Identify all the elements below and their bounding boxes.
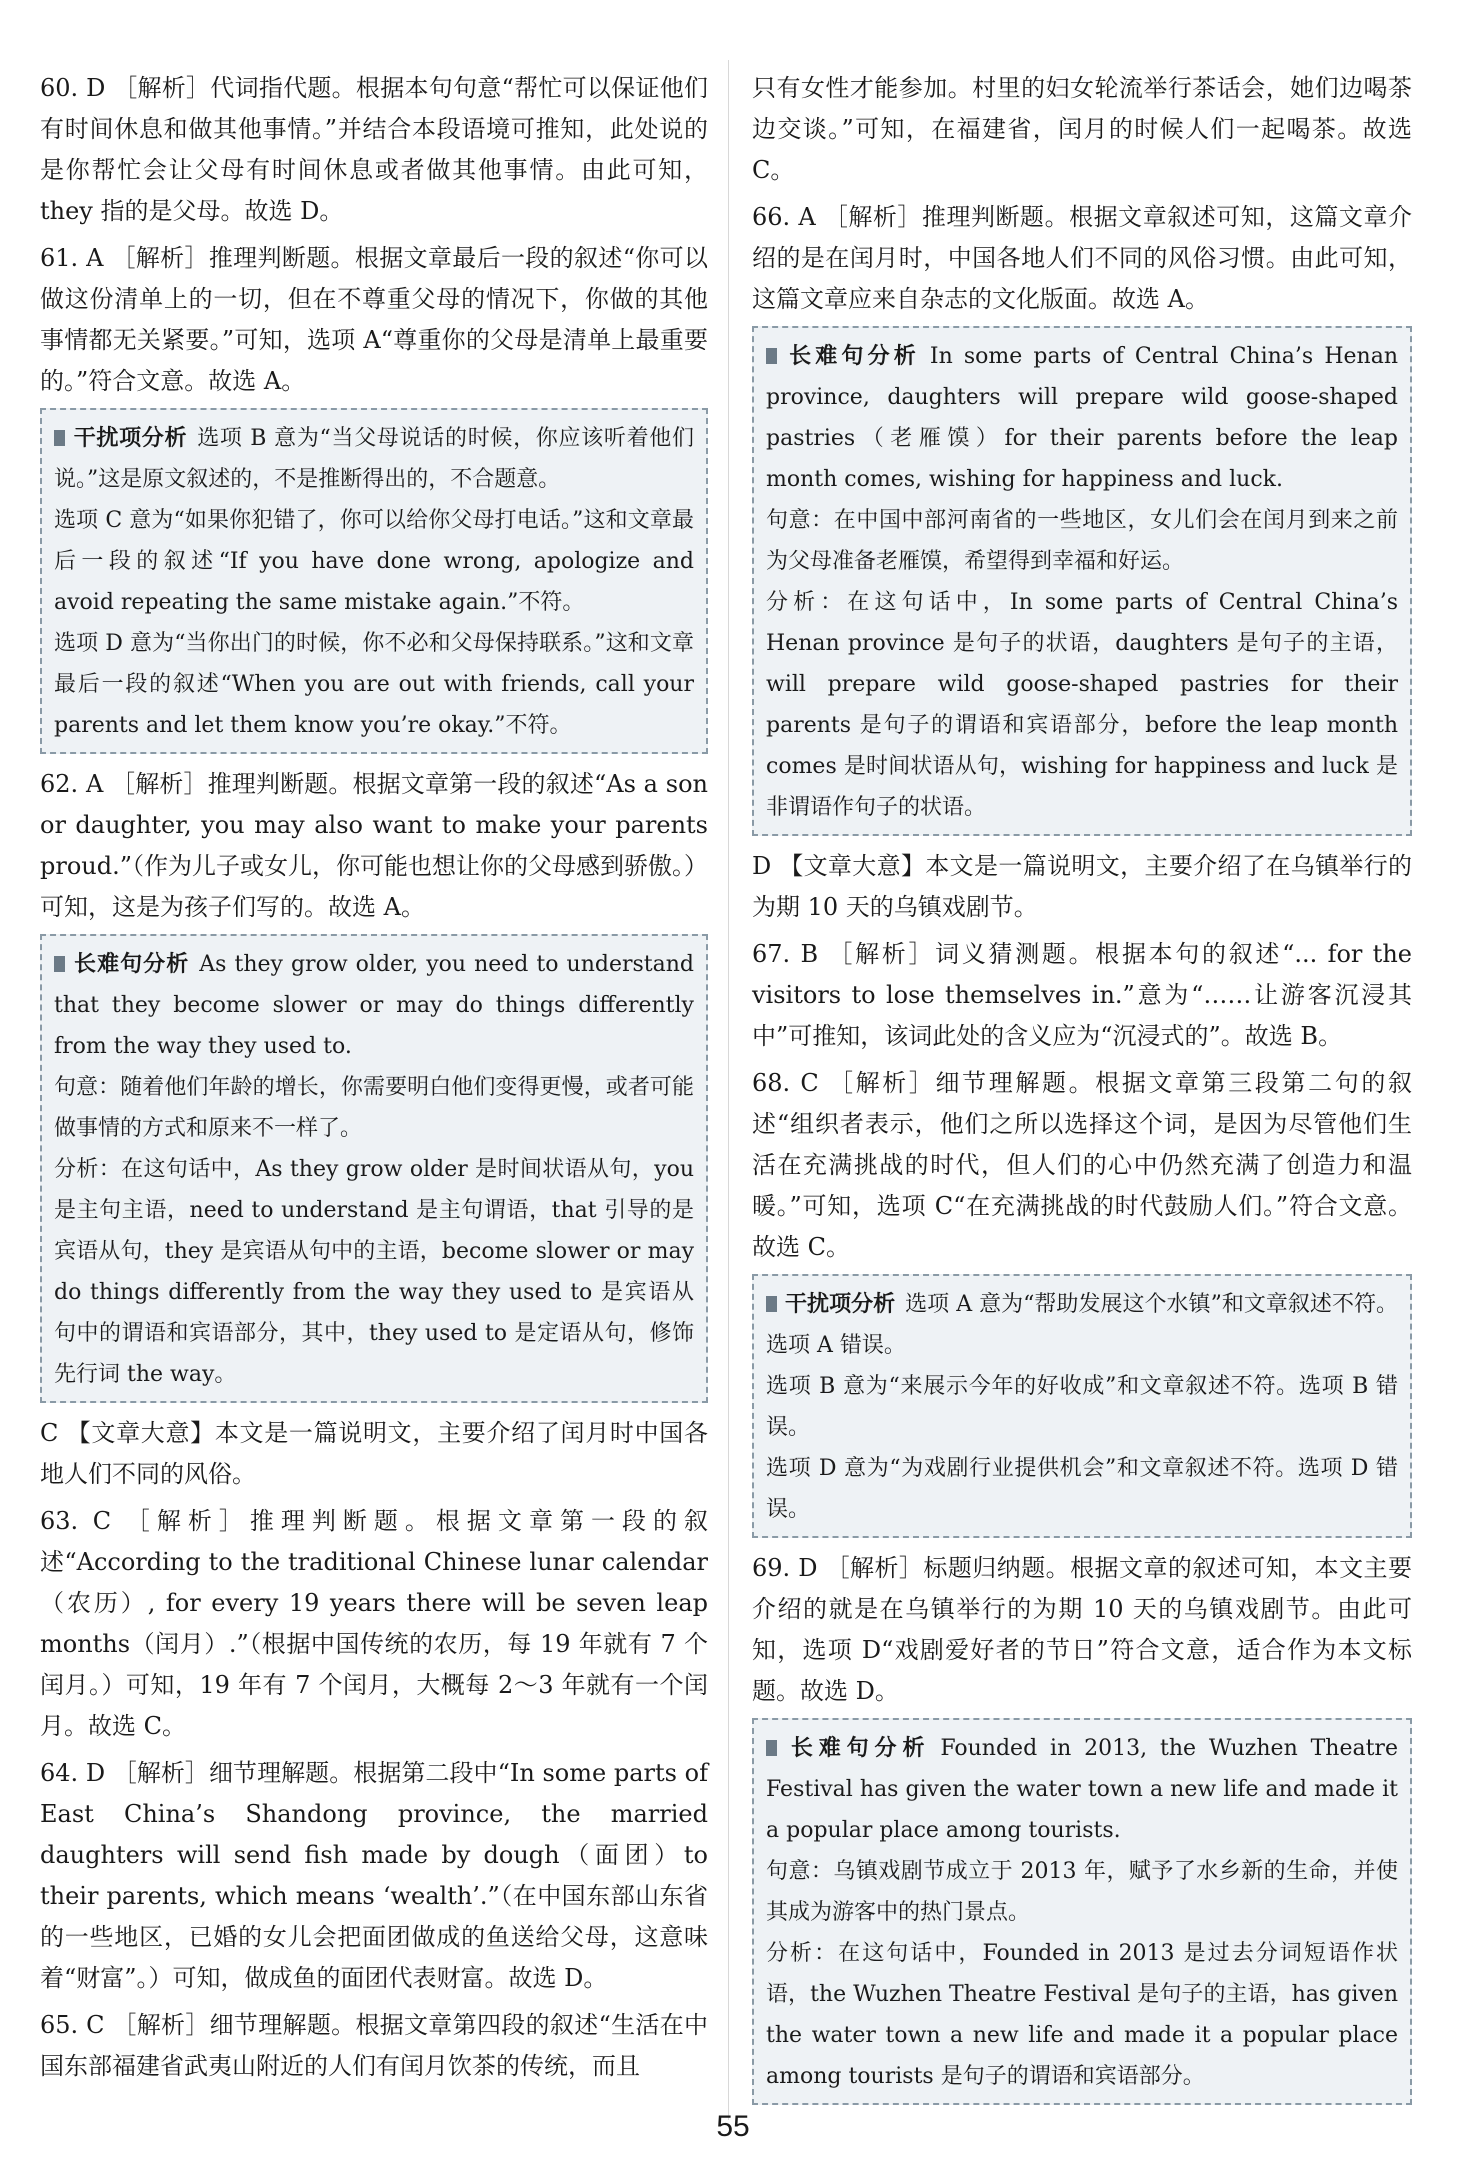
answer-68: 68. C ［解析］细节理解题。根据文章第三段第二句的叙述“组织者表示，他们之所以选择这个词，是因为尽管他们生活在充满挑战的时代，但人们的心中仍然充满了创造力和温暖。”可知，选项 C“在充满挑战的时代鼓励人们。”符合文意。故选 C。 <box>752 1069 1412 1261</box>
answer-66: 66. A ［解析］推理判断题。根据文章叙述可知，这篇文章介绍的是在闰月时，中国各地人们不同的风俗习惯。由此可知，这篇文章应来自杂志的文化版面。故选 A。 <box>752 203 1412 313</box>
box-line: 分析：在这句话中，In some parts of Central China’s Henan province 是句子的状语，daughters 是句子的主语，will prepare wild goose-shaped pastries for their parents 是句子的谓语和宾语部分，before the leap month comes 是时间状语从句，wishing for happiness and luck 是非谓语作句子的状语。 <box>766 590 1398 820</box>
box-line: 句意：随着他们年龄的增长，你需要明白他们变得更慢，或者可能做事情的方式和原来不一样了。 <box>54 1075 694 1141</box>
sentence-analysis-box <box>752 326 1412 836</box>
box-line: 选项 B 意为“来展示今年的好收成”和文章叙述不符。选项 B 错误。 <box>766 1374 1398 1440</box>
answer-67: 67. B ［解析］词义猜测题。根据本句的叙述“... for the visitors to lose themselves in.”意为“……让游客沉浸其中”可推知，该词此处的含义应为“沉浸式的”。故选 B。 <box>752 940 1412 1050</box>
answer-65: 65. C ［解析］细节理解题。根据文章第四段的叙述“生活在中国东部福建省武夷山附近的人们有闰月饮茶的传统，而且 <box>40 2011 708 2080</box>
box-title: 干扰项分析 <box>54 426 187 451</box>
left-column <box>40 68 708 2093</box>
box-line: 分析：在这句话中，As they grow older 是时间状语从句，you 是主句主语，need to understand 是主句谓语，that 引导的是宾语从句，they 是宾语从句中的主语，become slower or may do things differently from the way they used to 是宾语从句中的谓语和宾语部分，其中，they used to 是定语从句，修饰先行词 the way。 <box>54 1157 694 1387</box>
square-icon <box>766 1296 777 1312</box>
box-line: 选项 A 意为“帮助发展这个水镇”和文章叙述不符。选项 A 错误。 <box>766 1292 1398 1358</box>
answer-61: 61. A ［解析］推理判断题。根据文章最后一段的叙述“你可以做这份清单上的一切，但在不尊重父母的情况下，你做的其他事情都无关紧要。”可知，选项 A“尊重你的父母是清单上最重要的。”符合文意。故选 A。 <box>40 244 708 395</box>
square-icon <box>766 1740 777 1756</box>
square-icon <box>54 956 65 972</box>
answer-63: 63. C ［解析］推理判断题。根据文章第一段的叙述“According to the traditional Chinese lunar calendar（农历）, for every 19 years there will be seven leap months（闰月）.”（根据中国传统的农历，每 19 年就有 7 个闰月。）可知，19 年有 7 个闰月，大概每 2～3 年就有一个闰月。故选 C。 <box>40 1507 708 1740</box>
passage-summary-c: C 【文章大意】本文是一篇说明文，主要介绍了闰月时中国各地人们不同的风俗。 <box>40 1419 708 1488</box>
distractor-analysis-box <box>40 408 708 754</box>
box-line: 句意：乌镇戏剧节成立于 2013 年，赋予了水乡新的生命，并使其成为游客中的热门景点。 <box>766 1859 1398 1925</box>
box-line: 分析：在这句话中，Founded in 2013 是过去分词短语作状语，the Wuzhen Theatre Festival 是句子的主语，has given the water town a new life and made it a popular place among tourists 是句子的谓语和宾语部分。 <box>766 1941 1398 2089</box>
box-line: 选项 D 意为“当你出门的时候，你不必和父母保持联系。”这和文章最后一段的叙述“When you are out with friends, call your parents and let them know you’re okay.”不符。 <box>54 631 694 738</box>
sentence-analysis-box <box>752 1718 1412 2105</box>
box-title: 长难句分析 <box>766 344 920 369</box>
right-column <box>752 68 1412 2115</box>
box-line: 选项 C 意为“如果你犯错了，你可以给你父母打电话。”这和文章最后一段的叙述“If you have done wrong, apologize and avoid repeating the same mistake again.”不符。 <box>54 508 694 615</box>
answer-60: 60. D ［解析］代词指代题。根据本句句意“帮忙可以保证他们有时间休息和做其他事情。”并结合本段语境可推知，此处说的是你帮忙会让父母有时间休息或者做其他事情。由此可知，they 指的是父母。故选 D。 <box>40 74 708 225</box>
box-title: 干扰项分析 <box>766 1292 895 1317</box>
column-divider <box>728 60 729 2120</box>
answer-69: 69. D ［解析］标题归纳题。根据文章的叙述可知，本文主要介绍的就是在乌镇举行的为期 10 天的乌镇戏剧节。由此可知，选项 D“戏剧爱好者的节日”符合文意，适合作为本文标题。故选 D。 <box>752 1554 1412 1705</box>
square-icon <box>766 348 777 364</box>
box-line: Founded in 2013, the Wuzhen Theatre Festival has given the water town a new life and made it a popular place among tourists. <box>766 1736 1398 1843</box>
square-icon <box>54 430 65 446</box>
box-title: 长难句分析 <box>766 1736 930 1761</box>
box-line: 选项 D 意为“为戏剧行业提供机会”和文章叙述不符。选项 D 错误。 <box>766 1456 1398 1522</box>
page-number: 55 <box>716 2110 750 2143</box>
box-title: 长难句分析 <box>54 952 189 977</box>
box-line: 选项 B 意为“当父母说话的时候，你应该听着他们说。”这是原文叙述的，不是推断得出的，不合题意。 <box>54 426 694 492</box>
answer-62: 62. A ［解析］推理判断题。根据文章第一段的叙述“As a son or daughter, you may also want to make your parents proud.”（作为儿子或女儿，你可能也想让你的父母感到骄傲。）可知，这是为孩子们写的。故选 A。 <box>40 770 709 921</box>
answer-65-continued: 只有女性才能参加。村里的妇女轮流举行茶话会，她们边喝茶边交谈。”可知，在福建省，闰月的时候人们一起喝茶。故选 C。 <box>752 74 1412 184</box>
passage-summary-d: D 【文章大意】本文是一篇说明文，主要介绍了在乌镇举行的为期 10 天的乌镇戏剧节。 <box>752 852 1412 921</box>
answer-64: 64. D ［解析］细节理解题。根据第二段中“In some parts of East China’s Shandong province, the married daughters will send fish made by dough（面团）to their parents, which means ‘wealth’.”（在中国东部山东省的一些地区，已婚的女儿会把面团做成的鱼送给父母，这意味着“财富”。）可知，做成鱼的面团代表财富。故选 D。 <box>40 1759 708 1992</box>
box-line: As they grow older, you need to understand that they become slower or may do things differently from the way they used to. <box>54 952 694 1059</box>
sentence-analysis-box <box>40 934 708 1403</box>
distractor-analysis-box <box>752 1274 1412 1538</box>
box-line: In some parts of Central China’s Henan province, daughters will prepare wild goose-shaped pastries（老雁馍）for their parents before the leap month comes, wishing for happiness and luck. <box>766 344 1399 492</box>
box-line: 句意：在中国中部河南省的一些地区，女儿们会在闰月到来之前为父母准备老雁馍，希望得到幸福和好运。 <box>766 508 1398 574</box>
